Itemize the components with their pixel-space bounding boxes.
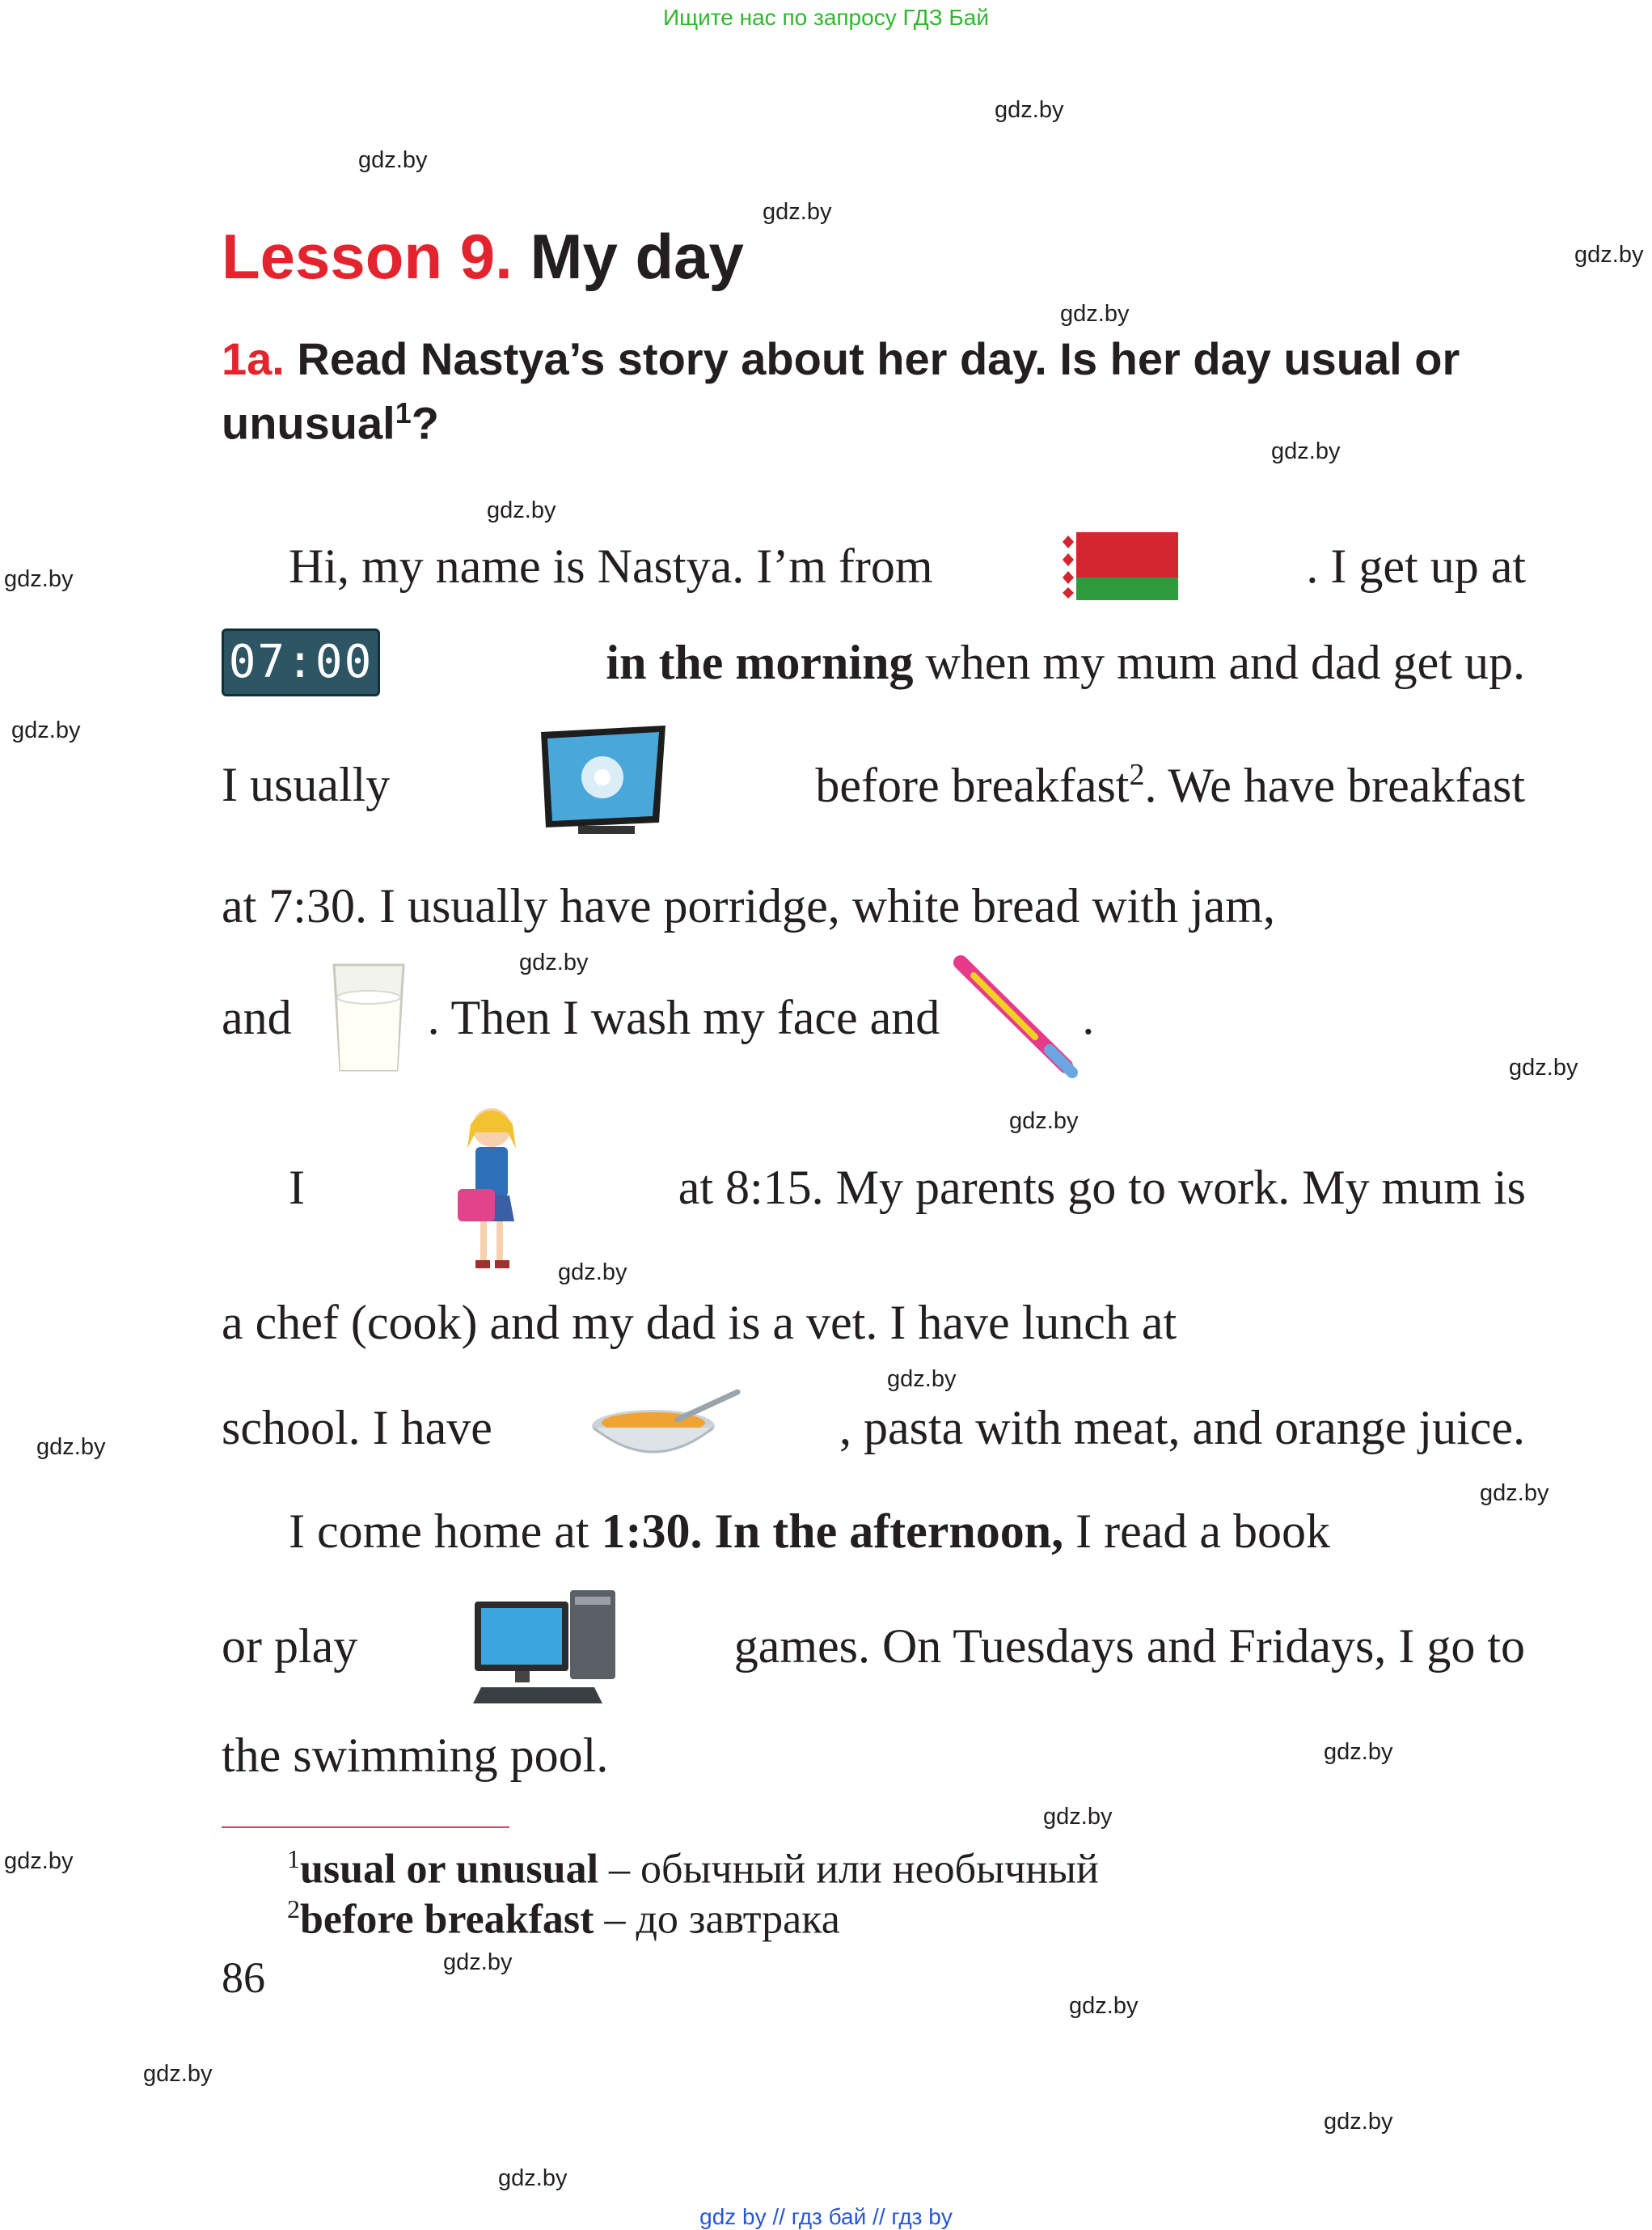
watermark: gdz.by	[11, 717, 81, 743]
story-text: and	[222, 991, 292, 1044]
toothbrush-icon	[944, 953, 1082, 1082]
story-text: I read a book	[1075, 1504, 1331, 1558]
watermark: gdz.by	[519, 950, 589, 975]
watermark: gdz.by	[1324, 1739, 1393, 1765]
story-text: or play	[222, 1619, 358, 1673]
story-line-7	[222, 1294, 1525, 1351]
story-text: I	[289, 1160, 305, 1214]
story-bold: In the afternoon,	[714, 1504, 1064, 1558]
footnote-ref: 2	[1129, 758, 1145, 792]
watermark: gdz.by	[1060, 301, 1130, 327]
soup-bowl-icon	[589, 1387, 742, 1468]
story-text: the swimming pool.	[222, 1729, 609, 1782]
story-text: games. On Tuesdays and Fridays, I go to	[733, 1619, 1525, 1673]
story-text: . I get up at	[1306, 540, 1526, 593]
story-text: at 7:30. I usually have porridge, white bread with jam,	[222, 879, 1275, 933]
footnote-term: usual or unusual	[300, 1846, 599, 1893]
watermark: gdz.by	[4, 1848, 74, 1874]
story-line-6	[289, 1100, 1526, 1274]
watermark: gdz.by	[558, 1259, 627, 1285]
watermark: gdz.by	[1043, 1804, 1113, 1830]
lesson-title	[222, 221, 744, 292]
footnote-term: before breakfast	[300, 1896, 594, 1943]
story-bold: 1:30.	[601, 1504, 703, 1558]
story-text: . Then I wash my face and	[427, 991, 940, 1044]
story-bold: in the morning	[606, 636, 914, 689]
watermark: gdz.by	[1271, 438, 1341, 464]
lesson-number: Lesson 9.	[222, 221, 513, 292]
watermark: gdz.by	[763, 199, 832, 225]
digital-clock-icon: 07:00	[222, 628, 380, 696]
watermark: gdz.by	[1009, 1108, 1079, 1134]
story-text: before breakfast	[815, 759, 1130, 812]
watermark: gdz.by	[498, 2165, 568, 2191]
footnote-divider	[222, 1826, 509, 1828]
story-text: a chef (cook) and my dad is a vet. I have lunch at	[222, 1296, 1177, 1349]
watermark: gdz.by	[143, 2061, 213, 2087]
lesson-name: My day	[530, 221, 744, 292]
bottom-banner[interactable]: gdz by // гдз бай // гдз by	[699, 2204, 953, 2229]
watermark: gdz.by	[1069, 1993, 1139, 2019]
watermark: gdz.by	[4, 566, 74, 592]
story-line-2	[222, 626, 1525, 699]
story-text: .	[1082, 991, 1095, 1044]
watermark: gdz.by	[358, 147, 428, 173]
story-line-10	[222, 1585, 1525, 1707]
watermark: gdz.by	[887, 1366, 957, 1392]
story-text: . We have breakfast	[1144, 759, 1525, 812]
watermark: gdz.by	[487, 497, 556, 523]
story-text	[289, 1504, 1331, 1558]
story-text	[815, 760, 1525, 810]
task-number: 1a.	[222, 333, 285, 384]
tv-icon	[538, 724, 667, 845]
footnote-translation: до завтрака	[636, 1896, 840, 1943]
story-text: I usually	[222, 758, 391, 811]
story-line-4	[222, 878, 1525, 934]
task-text: Read Nastya’s story about her day. Is her day usual or unusual	[222, 333, 1460, 449]
footnote-number: 1	[287, 1844, 300, 1873]
watermark: gdz.by	[1324, 2109, 1393, 2135]
watermark: gdz.by	[1574, 242, 1644, 268]
watermark: gdz.by	[36, 1434, 106, 1460]
computer-icon	[473, 1585, 619, 1707]
story-text: school. I have	[222, 1401, 492, 1454]
story-text: at 8:15. My parents go to work. My mum is	[678, 1160, 1526, 1214]
story-line-5	[222, 957, 1525, 1078]
story-line-11	[222, 1731, 1525, 1788]
watermark: gdz.by	[443, 1949, 513, 1975]
footnote-dash: –	[594, 1896, 636, 1943]
story-text	[606, 638, 1525, 687]
footnote-1	[287, 1844, 1099, 1893]
story-text: I come home at	[289, 1504, 589, 1558]
story-text: , pasta with meat, and orange juice.	[839, 1401, 1525, 1454]
story-line-9	[289, 1499, 1526, 1564]
belarus-flag-icon	[1060, 532, 1178, 600]
footnote-translation: обычный или необычный	[640, 1846, 1099, 1893]
top-banner[interactable]: Ищите нас по запросу ГДЗ Бай	[662, 5, 990, 30]
footnote-2	[287, 1894, 840, 1943]
milk-glass-icon	[324, 957, 413, 1078]
page-number: 86	[222, 1953, 265, 2002]
watermark: gdz.by	[995, 97, 1064, 123]
watermark: gdz.by	[1480, 1480, 1549, 1506]
story-text: when my mum and dad get up.	[925, 636, 1525, 689]
footnote-number: 2	[287, 1894, 300, 1923]
task-heading	[222, 332, 1523, 451]
watermark: gdz.by	[1509, 1055, 1578, 1081]
story-line-3	[222, 724, 1525, 845]
story-line-8	[222, 1375, 1525, 1480]
task-end: ?	[411, 397, 439, 449]
schoolgirl-icon	[451, 1100, 532, 1274]
story-line-1	[289, 527, 1526, 605]
story-text: Hi, my name is Nastya. I’m from	[289, 540, 933, 593]
footnote-dash: –	[598, 1846, 641, 1893]
footnote-ref: 1	[395, 396, 412, 429]
